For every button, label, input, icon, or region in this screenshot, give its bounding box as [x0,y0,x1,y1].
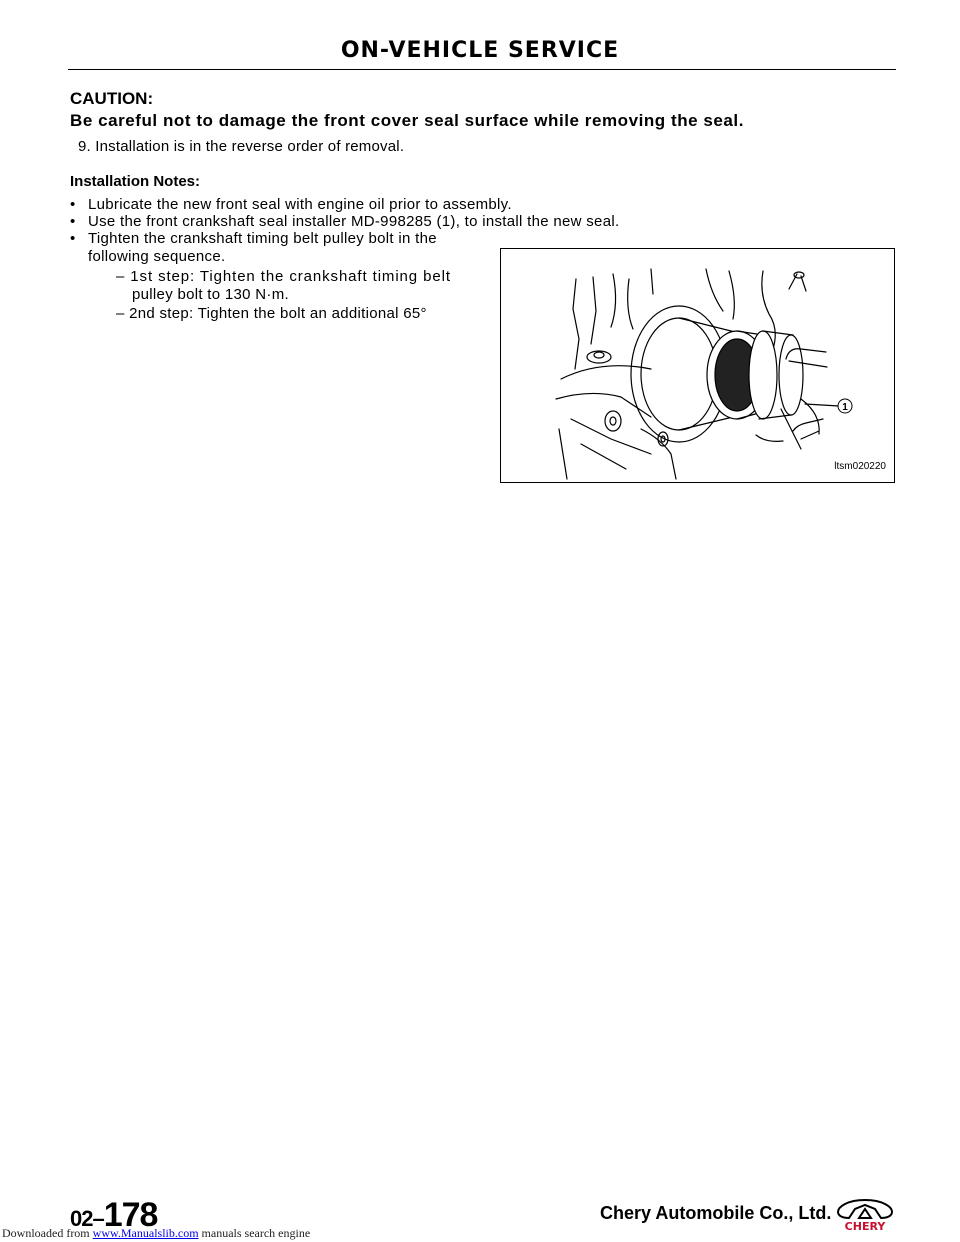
header-divider [68,69,896,70]
chery-logo [835,1197,895,1238]
bullet-tighten [70,230,437,247]
download-suffix: manuals search engine [201,1226,311,1240]
step-9: 9. Installation is in the reverse order of removal. [78,138,405,155]
bullet-installer [70,213,619,230]
bullet-icon: • [70,213,76,230]
installation-notes-heading: Installation Notes: [70,173,201,190]
substep-1: – 1st step: Tighten the crankshaft timing belt [116,268,451,285]
bullet-lubricate [70,196,512,213]
substep-2: – 2nd step: Tighten the bolt an additional 65° [116,305,427,322]
bullet-text: Tighten the crankshaft timing belt pulley bolt in the [88,230,437,247]
page-header-title: ON-VEHICLE SERVICE [340,38,620,63]
download-prefix: Downloaded from [2,1226,90,1240]
caution-label: CAUTION: [70,89,154,108]
figure-seal-installer [500,248,895,483]
caution-text: Be careful not to damage the front cover seal surface while removing the seal. [70,111,744,130]
bullet-text: Lubricate the new front seal with engine oil prior to assembly. [88,196,512,213]
chery-logo-icon [835,1197,895,1233]
company-name: Chery Automobile Co., Ltd. [600,1203,832,1223]
bullet-icon: • [70,230,76,247]
figure-callout-1: 1 [842,402,848,413]
manualslib-link[interactable]: www.Manualslib.com [92,1226,199,1240]
figure-code: ltsm020220 [834,461,886,472]
logo-wordmark: CHERY [844,1220,886,1233]
bullet-text: Use the front crankshaft seal installer MD-998285 (1), to install the new seal. [88,213,620,230]
download-footer [2,1226,310,1241]
bullet-icon: • [70,196,76,213]
page-number-prefix: 02– [70,1206,104,1231]
bullet-tighten-continuation: following sequence. [88,248,226,265]
seal-installer-illustration [501,249,896,484]
page-number-value: 178 [103,1196,158,1234]
substep-1-continuation: pulley bolt to 130 N·m. [132,286,289,303]
